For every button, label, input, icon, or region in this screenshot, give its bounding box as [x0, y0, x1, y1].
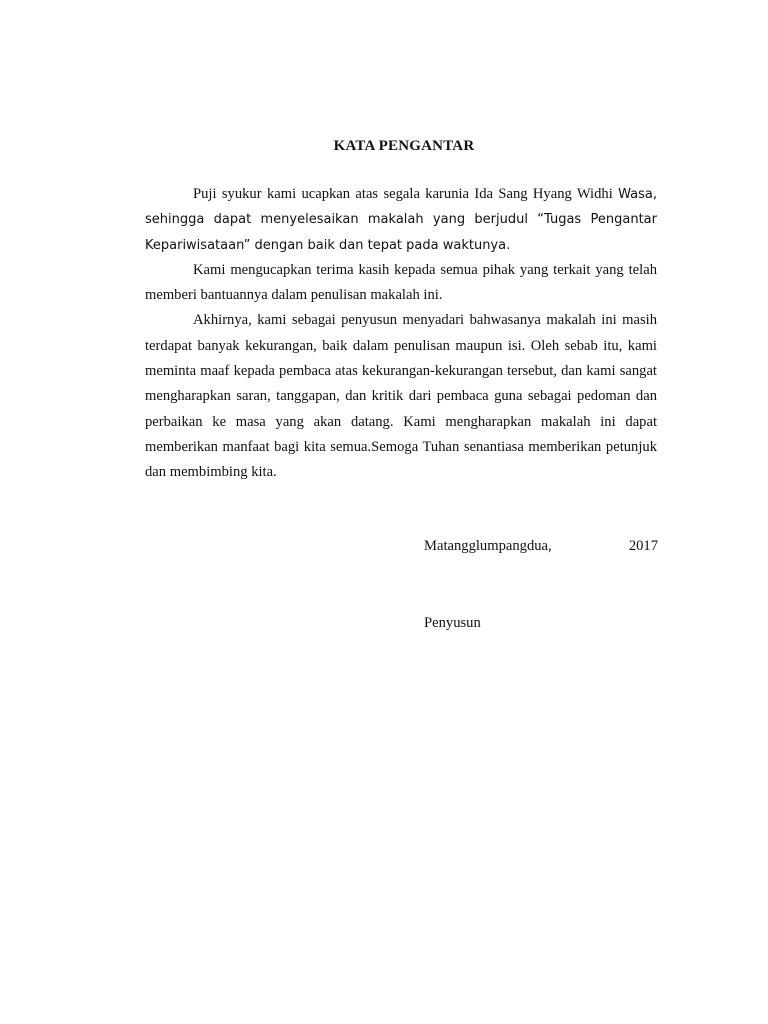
paragraph-3: Akhirnya, kami sebagai penyusun menyadari bahwasanya makalah ini masih terdapat banyak kekurangan, baik dalam penulisan maupun isi. Oleh sebab itu, kami meminta maaf kepada pembaca atas kekurangan-kekurangan tersebut, dan kami sangat mengharapkan saran, tanggapan, dan kritik dari pembaca guna sebagai pedoman dan perbaikan ke masa yang akan datang. Kami mengharapkan makalah ini dapat memberikan manfaat bagi kita semua.Semoga Tuhan senantiasa memberikan petunjuk dan membimbing kita. [145, 312, 657, 481]
document-body [145, 182, 657, 486]
place-label: Matangglumpangdua, [424, 538, 552, 554]
year-label: 2017 [628, 538, 658, 554]
paragraph-1 [145, 182, 657, 258]
paragraph-2: Kami mengucapkan terima kasih kepada semua pihak yang terkait yang telah memberi bantuannya dalam penulisan makalah ini. [145, 261, 657, 304]
author-signature: Penyusun [424, 615, 481, 631]
place-and-date [424, 538, 658, 555]
paragraph-1-lead: Puji syukur kami ucapkan atas segala karunia Ida Sang Hyang Widhi [193, 186, 613, 202]
paragraph-1-continuation: Wasa, sehingga dapat menyelesaikan makalah yang berjudul “Tugas Pengantar Kepariwisataan” dengan baik dan tepat pada waktunya. [145, 187, 657, 253]
page-title: KATA PENGANTAR [333, 138, 475, 154]
